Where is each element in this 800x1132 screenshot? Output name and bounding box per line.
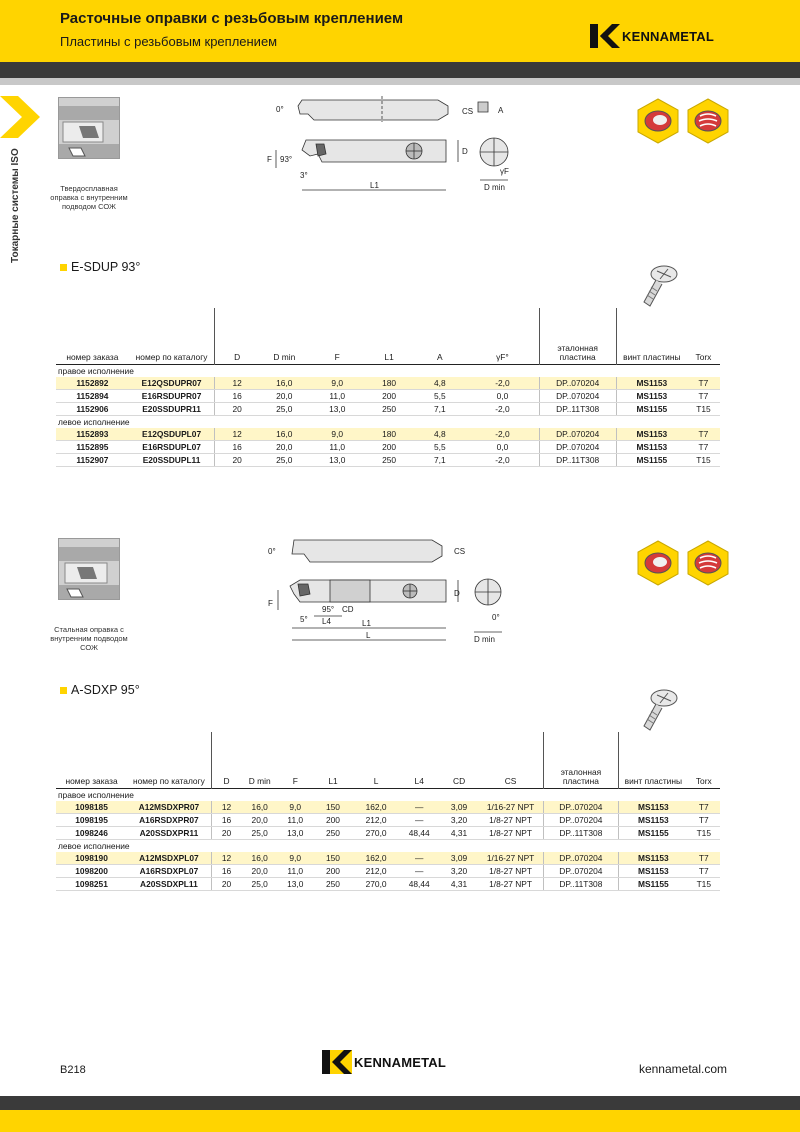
insert-screw-icon — [636, 686, 682, 734]
footer-yellow-band — [0, 1110, 800, 1132]
table-header-row — [56, 732, 720, 788]
cell-order-number: 1098200 — [56, 864, 127, 877]
cell-f: 13,0 — [278, 877, 312, 890]
cell-d-min: 20,0 — [259, 440, 310, 453]
section-marker-icon — [60, 687, 67, 694]
cell-insert-screw: MS1153 — [616, 440, 687, 453]
cell-f: 9,0 — [310, 428, 365, 441]
cell-reference-insert: DP..070204 — [543, 864, 618, 877]
table-row — [56, 453, 720, 466]
cell-reference-insert: DP..070204 — [539, 389, 616, 402]
cell-insert-screw: MS1155 — [619, 877, 688, 890]
cell-cs: 1/8-27 NPT — [478, 813, 543, 826]
cell-l: 270,0 — [353, 826, 398, 839]
section-title-a-sdxp — [60, 683, 140, 697]
col-a: A — [437, 351, 443, 362]
d-label: D — [462, 147, 468, 156]
cell-insert-screw: MS1155 — [616, 402, 687, 415]
col-reference-insert: эталонная пластина — [543, 732, 618, 788]
cell-d-min: 20,0 — [241, 813, 278, 826]
cell-d: 20 — [211, 877, 241, 890]
col-f: F — [292, 775, 298, 786]
thumbnail-caption: Твердосплавная оправка с внутренним подводом СОЖ — [50, 184, 128, 211]
cell-insert-screw: MS1153 — [619, 852, 688, 865]
cell-l1: 180 — [365, 377, 414, 390]
cell-torx: T7 — [688, 801, 720, 814]
cell-l: 162,0 — [353, 852, 398, 865]
bore-application-icon — [636, 98, 680, 144]
col-order-number: номер заказа — [65, 775, 118, 786]
table-row — [56, 877, 720, 890]
cell-reference-insert: DP..11T308 — [539, 453, 616, 466]
cell-gamma-f: 0,0 — [466, 440, 539, 453]
cell-l: 270,0 — [353, 877, 398, 890]
cell-l4: — — [399, 801, 440, 814]
col-f: F — [334, 351, 340, 362]
cell-torx: T7 — [687, 377, 720, 390]
cell-order-number: 1152907 — [56, 453, 129, 466]
cell-gamma-f: -2,0 — [466, 402, 539, 415]
table-header-row — [56, 308, 720, 364]
cell-catalog-number: E12QSDUPL07 — [129, 428, 215, 441]
cell-l1: 150 — [313, 801, 354, 814]
cell-reference-insert: DP..070204 — [539, 440, 616, 453]
table-row — [56, 826, 720, 839]
cell-a: 5,5 — [413, 389, 466, 402]
e-sdup-spec-table — [56, 308, 720, 467]
cell-torx: T7 — [688, 864, 720, 877]
cell-l4: 48,44 — [399, 826, 440, 839]
col-order-number: номер заказа — [66, 351, 119, 362]
cell-d-min: 16,0 — [241, 801, 278, 814]
cell-a: 4,8 — [413, 377, 466, 390]
cell-order-number: 1152892 — [56, 377, 129, 390]
cell-gamma-f: 0,0 — [466, 389, 539, 402]
cell-reference-insert: DP..11T308 — [539, 402, 616, 415]
table-row — [56, 428, 720, 441]
cell-reference-insert: DP..070204 — [543, 801, 618, 814]
cell-cd: 3,09 — [440, 852, 479, 865]
col-d: D — [215, 308, 259, 364]
cell-d: 12 — [215, 377, 259, 390]
page-subtitle: Пластины с резьбовым креплением — [60, 34, 278, 49]
cell-order-number: 1152893 — [56, 428, 129, 441]
cell-torx: T7 — [687, 440, 720, 453]
website-link[interactable]: kennametal.com — [638, 1062, 727, 1076]
footer-dark-band — [0, 1096, 800, 1110]
cell-gamma-f: -2,0 — [466, 428, 539, 441]
cell-gamma-f: -2,0 — [466, 453, 539, 466]
col-insert-screw: винт пластины — [619, 732, 688, 788]
col-reference-insert: эталонная пластина — [539, 308, 616, 364]
table-row — [56, 801, 720, 814]
group-label-right: правое исполнение — [58, 789, 134, 800]
cell-d-min: 20,0 — [241, 864, 278, 877]
cell-l1: 250 — [365, 453, 414, 466]
table-row — [56, 864, 720, 877]
cell-l1: 200 — [313, 864, 354, 877]
cell-order-number: 1152906 — [56, 402, 129, 415]
cell-insert-screw: MS1153 — [616, 428, 687, 441]
f-label: F — [267, 155, 272, 164]
cell-l1: 200 — [365, 389, 414, 402]
cell-order-number: 1152894 — [56, 389, 129, 402]
cs-label: CS — [454, 547, 466, 556]
cell-catalog-number: E20SSDUPR11 — [129, 402, 215, 415]
cell-cd: 3,09 — [440, 801, 479, 814]
kennametal-k-icon — [322, 1050, 352, 1074]
footer-kennametal-logo — [322, 1050, 446, 1074]
l-label: L — [366, 631, 371, 640]
cell-f: 9,0 — [278, 852, 312, 865]
cell-torx: T7 — [688, 813, 720, 826]
section-marker-icon — [60, 264, 67, 271]
section-title-e-sdup — [60, 260, 140, 274]
cell-l4: 48,44 — [399, 877, 440, 890]
a-label: A — [498, 106, 504, 115]
footer-logo-wordmark: KENNAMETAL — [354, 1054, 447, 1070]
cell-d-min: 25,0 — [259, 402, 310, 415]
cell-reference-insert: DP..11T308 — [543, 877, 618, 890]
bore-application-icon — [636, 540, 680, 586]
cell-l1: 150 — [313, 852, 354, 865]
cell-f: 11,0 — [278, 813, 312, 826]
header-dark-band — [0, 62, 800, 78]
e-sdup-technical-drawing — [262, 92, 522, 202]
table-row — [56, 377, 720, 390]
cell-d-min: 25,0 — [241, 826, 278, 839]
cell-l4: — — [399, 864, 440, 877]
cell-order-number: 1098195 — [56, 813, 127, 826]
col-l1: L1 — [384, 351, 394, 362]
cell-torx: T15 — [687, 402, 720, 415]
cell-order-number: 1098190 — [56, 852, 127, 865]
cell-d-min: 16,0 — [259, 377, 310, 390]
cell-reference-insert: DP..070204 — [543, 813, 618, 826]
cell-d: 12 — [211, 801, 241, 814]
col-l1: L1 — [328, 775, 338, 786]
cell-l4: — — [399, 813, 440, 826]
application-icons — [636, 540, 730, 586]
cell-cd: 3,20 — [440, 864, 479, 877]
insert-screw-icon — [636, 262, 682, 310]
f-label: F — [268, 599, 273, 608]
d-min-label: D min — [484, 183, 505, 192]
gamma-f-label: γF — [500, 167, 509, 176]
cell-f: 11,0 — [278, 864, 312, 877]
cell-l: 162,0 — [353, 801, 398, 814]
col-l: L — [373, 775, 379, 786]
group-label-left: левое исполнение — [58, 840, 130, 851]
cell-f: 13,0 — [278, 826, 312, 839]
cell-torx: T15 — [688, 826, 720, 839]
cell-catalog-number: E20SSDUPL11 — [129, 453, 215, 466]
boring-bar-photo-icon — [59, 98, 119, 158]
cell-insert-screw: MS1153 — [616, 389, 687, 402]
cell-l1: 180 — [365, 428, 414, 441]
cell-cs: 1/8-27 NPT — [478, 864, 543, 877]
thread-application-icon — [686, 98, 730, 144]
cell-l1: 250 — [313, 826, 354, 839]
table-body — [56, 788, 720, 890]
cell-d: 16 — [215, 440, 259, 453]
col-gamma-f: γF° — [496, 351, 509, 362]
angle-3-label: 3° — [300, 171, 308, 180]
cell-torx: T15 — [688, 877, 720, 890]
cell-catalog-number: A20SSDXPL11 — [127, 877, 211, 890]
kennametal-logo — [590, 24, 714, 48]
cell-f: 9,0 — [278, 801, 312, 814]
cell-order-number: 1152895 — [56, 440, 129, 453]
col-catalog-number: номер по каталогу — [133, 775, 205, 786]
cell-torx: T7 — [688, 852, 720, 865]
col-l4: L4 — [414, 775, 424, 786]
cell-catalog-number: A16RSDXPR07 — [127, 813, 211, 826]
col-cd: CD — [453, 775, 466, 786]
sidebar-label: Токарные системы ISO — [10, 148, 21, 263]
cell-reference-insert: DP..070204 — [543, 852, 618, 865]
cell-cs: 1/8-27 NPT — [478, 877, 543, 890]
logo-wordmark: KENNAMETAL — [622, 28, 715, 44]
cell-f: 11,0 — [310, 440, 365, 453]
cell-catalog-number: A12MSDXPR07 — [127, 801, 211, 814]
angle-5-label: 5° — [300, 615, 308, 624]
cell-a: 7,1 — [413, 453, 466, 466]
cell-d-min: 25,0 — [241, 877, 278, 890]
table-row — [56, 389, 720, 402]
cell-d-min: 16,0 — [259, 428, 310, 441]
cell-catalog-number: A16RSDXPL07 — [127, 864, 211, 877]
table-row — [56, 852, 720, 865]
col-d-min: D min — [248, 775, 271, 786]
cell-l1: 200 — [365, 440, 414, 453]
cell-a: 7,1 — [413, 402, 466, 415]
page-number: B218 — [60, 1064, 86, 1076]
cell-f: 13,0 — [310, 402, 365, 415]
cell-cs: 1/8-27 NPT — [478, 826, 543, 839]
cell-cs: 1/16-27 NPT — [478, 801, 543, 814]
thread-application-icon — [686, 540, 730, 586]
cell-catalog-number: E12QSDUPR07 — [129, 377, 215, 390]
cell-l1: 200 — [313, 813, 354, 826]
group-label-left: левое исполнение — [58, 416, 130, 427]
cell-d-min: 25,0 — [259, 453, 310, 466]
boring-bar-thumbnail — [58, 97, 120, 159]
page-header — [0, 0, 800, 62]
cell-l1: 250 — [313, 877, 354, 890]
cell-catalog-number: A20SSDXPR11 — [127, 826, 211, 839]
angle-0-label: 0° — [268, 547, 276, 556]
table-row — [56, 440, 720, 453]
cell-a: 4,8 — [413, 428, 466, 441]
boring-bar-photo-icon — [59, 539, 119, 599]
cell-d: 12 — [215, 428, 259, 441]
cell-d-min: 20,0 — [259, 389, 310, 402]
cell-gamma-f: -2,0 — [466, 377, 539, 390]
cell-l1: 250 — [365, 402, 414, 415]
cell-catalog-number: E16RSDUPR07 — [129, 389, 215, 402]
col-torx: Torx — [695, 351, 712, 362]
cell-order-number: 1098251 — [56, 877, 127, 890]
angle-95-label: 95° — [322, 605, 335, 614]
cell-d: 20 — [211, 826, 241, 839]
header-grey-band — [0, 78, 800, 85]
cell-catalog-number: E16RSDUPL07 — [129, 440, 215, 453]
col-torx: Torx — [695, 775, 712, 786]
cell-d: 16 — [211, 813, 241, 826]
cell-catalog-number: A12MSDXPL07 — [127, 852, 211, 865]
cell-insert-screw: MS1153 — [619, 801, 688, 814]
group-label-right: правое исполнение — [58, 365, 134, 376]
col-d: D — [211, 732, 241, 788]
cell-d: 16 — [215, 389, 259, 402]
col-d-min: D min — [273, 351, 296, 362]
cell-order-number: 1098246 — [56, 826, 127, 839]
col-cs: CS — [504, 775, 517, 786]
cell-f: 11,0 — [310, 389, 365, 402]
application-icons — [636, 98, 730, 144]
cell-d: 12 — [211, 852, 241, 865]
cell-f: 13,0 — [310, 453, 365, 466]
section-chevron-icon — [0, 96, 46, 138]
cs-label: CS — [462, 107, 474, 116]
cell-insert-screw: MS1153 — [616, 377, 687, 390]
section-title-text: A-SDXP 95° — [71, 683, 140, 697]
zero-angle-label: 0° — [492, 613, 500, 622]
cell-order-number: 1098185 — [56, 801, 127, 814]
cell-insert-screw: MS1153 — [619, 813, 688, 826]
cell-cd: 3,20 — [440, 813, 479, 826]
cell-reference-insert: DP..11T308 — [543, 826, 618, 839]
boring-bar-thumbnail — [58, 538, 120, 600]
cell-torx: T15 — [687, 453, 720, 466]
l1-label: L1 — [370, 181, 379, 190]
cell-d: 20 — [215, 402, 259, 415]
d-label: D — [454, 589, 460, 598]
cell-l: 212,0 — [353, 864, 398, 877]
cell-l4: — — [399, 852, 440, 865]
table-row — [56, 813, 720, 826]
cell-f: 9,0 — [310, 377, 365, 390]
cell-d-min: 16,0 — [241, 852, 278, 865]
cell-reference-insert: DP..070204 — [539, 428, 616, 441]
cell-reference-insert: DP..070204 — [539, 377, 616, 390]
cell-cd: 4,31 — [440, 877, 479, 890]
cell-torx: T7 — [687, 389, 720, 402]
cell-insert-screw: MS1155 — [616, 453, 687, 466]
table-body — [56, 364, 720, 466]
table-row — [56, 402, 720, 415]
cell-insert-screw: MS1153 — [619, 864, 688, 877]
cell-d: 20 — [215, 453, 259, 466]
col-catalog-number: номер по каталогу — [135, 351, 208, 362]
cell-insert-screw: MS1155 — [619, 826, 688, 839]
cd-label: CD — [342, 605, 354, 614]
thumbnail-caption: Стальная оправка с внутренним подводом СОЖ — [50, 625, 128, 652]
cell-a: 5,5 — [413, 440, 466, 453]
page-title: Расточные оправки с резьбовым креплением — [60, 10, 404, 27]
kennametal-k-icon — [590, 24, 620, 48]
d-min-label: D min — [474, 635, 495, 644]
a-sdxp-technical-drawing — [262, 530, 512, 648]
angle-0-label: 0° — [276, 105, 284, 114]
cell-l: 212,0 — [353, 813, 398, 826]
l4-label: L4 — [322, 617, 331, 626]
cell-d: 16 — [211, 864, 241, 877]
a-sdxp-spec-table — [56, 732, 720, 891]
col-insert-screw: винт пластины — [616, 308, 687, 364]
cell-torx: T7 — [687, 428, 720, 441]
l1-label: L1 — [362, 619, 371, 628]
cell-cd: 4,31 — [440, 826, 479, 839]
angle-93-label: 93° — [280, 155, 293, 164]
cell-cs: 1/16-27 NPT — [478, 852, 543, 865]
section-title-text: E-SDUP 93° — [71, 260, 141, 274]
